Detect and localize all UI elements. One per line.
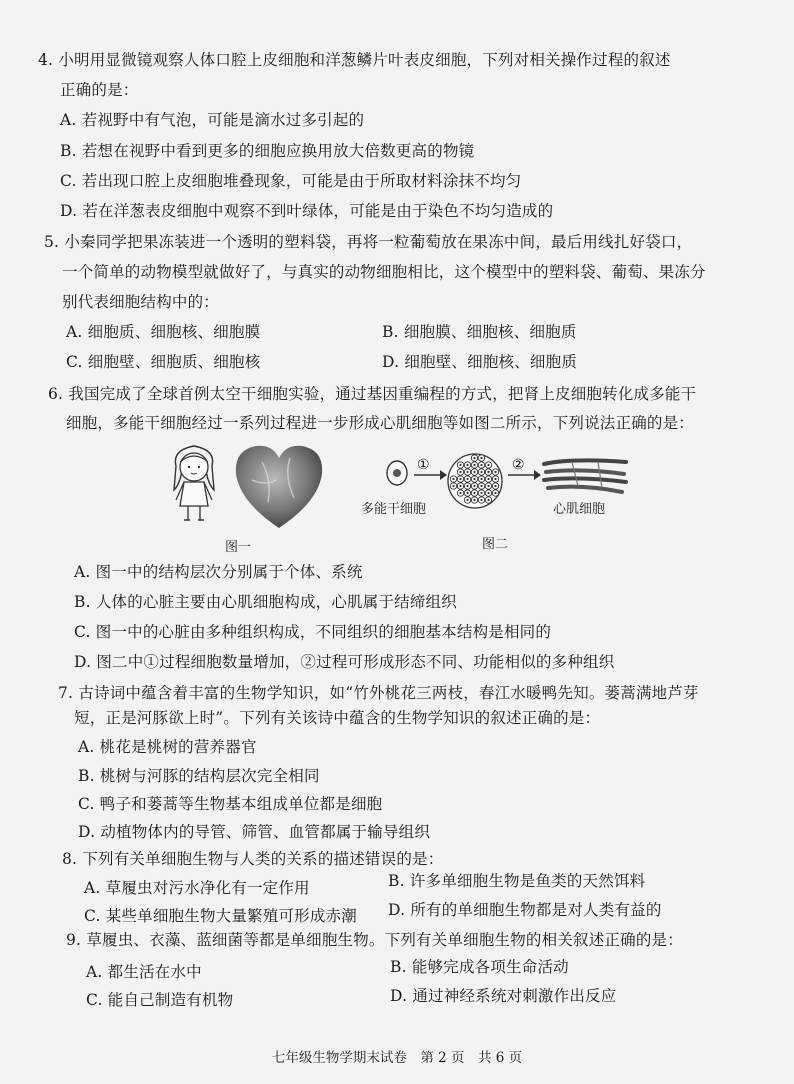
q7-stem-line2: 短，正是河豚欲上时”。下列有关该诗中蕴含的生物学知识的叙述正确的是： (74, 709, 601, 727)
step1-marker: ① (417, 457, 430, 473)
figure2-label: 图二 (482, 537, 509, 552)
stem-cell-label: 多能干细胞 (361, 502, 427, 517)
q5-stem-line1: 5. 小秦同学把果冻装进一个透明的塑料袋，再将一粒葡萄放在果冻中间，最后用线扎好袋口， (44, 233, 693, 251)
q8-option-d: D. 所有的单细胞生物都是对人类有益的 (388, 901, 662, 919)
q4-stem-line2: 正确的是： (60, 81, 139, 99)
q6-stem-line1: 6. 我国完成了全球首例太空干细胞实验，通过基因重编程的方式，把肾上皮细胞转化成多能干 (48, 385, 697, 403)
q9-stem: 9. 草履虫、衣藻、蓝细菌等都是单细胞生物。下列有关单细胞生物的相关叙述正确的是： (66, 931, 683, 949)
q6-stem-line2: 细胞，多能干细胞经过一系列过程进一步形成心肌细胞等如图二所示，下列说法正确的是： (66, 414, 695, 432)
heart-muscle-cell-label: 心肌细胞 (553, 502, 606, 517)
q6-option-c: C. 图一中的心脏由多种组织构成，不同组织的细胞基本结构是相同的 (74, 623, 552, 641)
q5-option-b: B. 细胞膜、细胞核、细胞质 (382, 323, 577, 341)
q5-stem-line3: 别代表细胞结构中的： (62, 293, 220, 311)
q6-option-a: A. 图一中的结构层次分别属于个体、系统 (74, 563, 363, 581)
q4-option-b: B. 若想在视野中看到更多的细胞应换用放大倍数更高的物镜 (60, 142, 475, 160)
q5-option-a: A. 细胞质、细胞核、细胞膜 (66, 323, 261, 341)
step2-marker: ② (512, 457, 525, 473)
q5-stem-line2: 一个简单的动物模型就做好了，与真实的动物细胞相比，这个模型中的塑料袋、葡萄、果冻分 (62, 263, 706, 281)
page-footer: 七年级生物学期末试卷 第 2 页 共 6 页 (271, 1050, 523, 1066)
q8-option-a: A. 草履虫对污水净化有一定作用 (84, 879, 310, 897)
cell-cluster-icon (446, 452, 504, 510)
q6-option-d: D. 图二中①过程细胞数量增加，②过程可形成形态不同、功能相似的多种组织 (74, 653, 615, 671)
heart-organ-icon (232, 440, 326, 532)
stem-cell-icon (384, 458, 410, 488)
q9-option-c: C. 能自己制造有机物 (86, 991, 234, 1009)
q7-option-b: B. 桃树与河豚的结构层次完全相同 (78, 767, 320, 785)
q7-option-d: D. 动植物体内的导管、筛管、血管都属于输导组织 (78, 823, 431, 841)
girl-figure-icon (162, 440, 226, 526)
cardiac-muscle-icon (542, 456, 628, 498)
q9-option-b: B. 能够完成各项生命活动 (390, 958, 569, 976)
q4-stem-line1: 4. 小明用显微镜观察人体口腔上皮细胞和洋葱鳞片叶表皮细胞，下列对相关操作过程的叙述 (38, 51, 671, 69)
q8-option-b: B. 许多单细胞生物是鱼类的天然饵料 (388, 872, 646, 890)
q6-option-b: B. 人体的心脏主要由心肌细胞构成，心肌属于结缔组织 (74, 593, 457, 611)
q5-option-d: D. 细胞壁、细胞核、细胞质 (382, 353, 578, 371)
q9-option-a: A. 都生活在水中 (86, 963, 202, 981)
q7-option-c: C. 鸭子和蒌蒿等生物基本组成单位都是细胞 (78, 795, 383, 813)
figure1-label: 图一 (225, 540, 252, 555)
q8-stem: 8. 下列有关单细胞生物与人类的关系的描述错误的是： (62, 850, 444, 868)
q7-stem-line1: 7. 古诗词中蕴含着丰富的生物学知识，如“竹外桃花三两枝，春江水暖鸭先知。蒌蒿满地芦芽 (58, 684, 699, 702)
q8-option-c: C. 某些单细胞生物大量繁殖可形成赤潮 (84, 907, 357, 925)
q4-option-d: D. 若在洋葱表皮细胞中观察不到叶绿体，可能是由于染色不均匀造成的 (60, 202, 554, 220)
q4-option-c: C. 若出现口腔上皮细胞堆叠现象，可能是由于所取材料涂抹不均匀 (60, 172, 522, 190)
q7-option-a: A. 桃花是桃树的营养器官 (78, 738, 257, 756)
q5-option-c: C. 细胞壁、细胞质、细胞核 (66, 353, 261, 371)
q4-option-a: A. 若视野中有气泡，可能是滴水过多引起的 (60, 111, 365, 129)
q9-option-d: D. 通过神经系统对刺激作出反应 (390, 987, 617, 1005)
